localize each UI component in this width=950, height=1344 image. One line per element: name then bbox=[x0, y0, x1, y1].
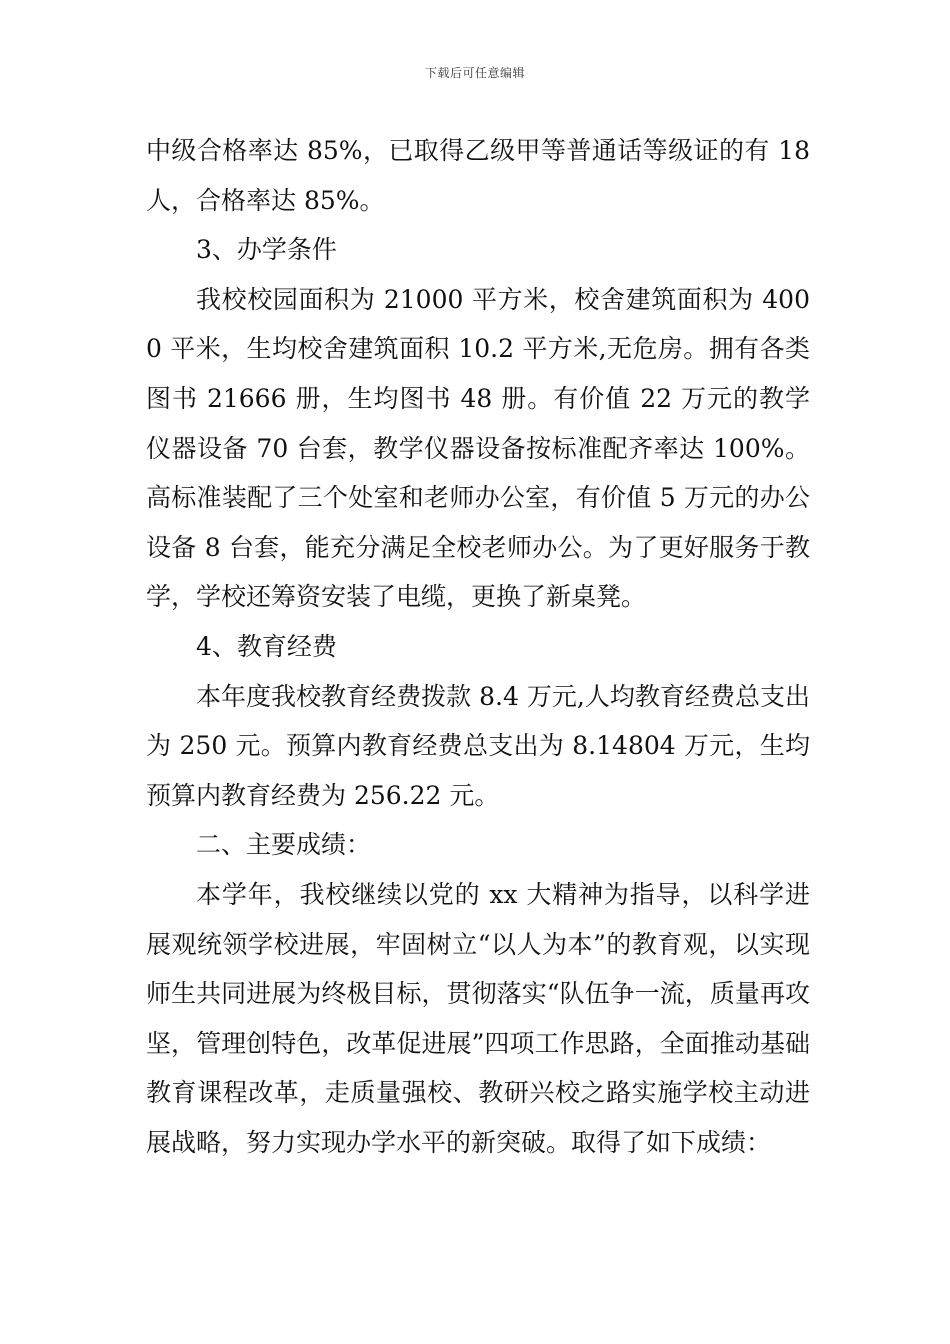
section-heading-education-funds: 4、教育经费 bbox=[196, 631, 337, 661]
section-heading-main-achievements: 二、主要成绩： bbox=[196, 830, 372, 860]
document-body bbox=[146, 126, 810, 1167]
paragraph-1: 中级合格率达 85%，已取得乙级甲等普通话等级证的有 18 人，合格率达 85%。 bbox=[146, 136, 810, 215]
paragraph-education-funds: 本年度我校教育经费拨款 8.4 万元,人均教育经费总支出为 250 元。预算内教育经费总支出为 8.14804 万元，生均预算内教育经费为 256.22 元。 bbox=[146, 681, 810, 810]
section-heading-school-conditions: 3、办学条件 bbox=[196, 235, 337, 265]
page-header-note: 下载后可任意编辑 bbox=[424, 66, 525, 80]
paragraph-main-achievements: 本学年，我校继续以党的 xx 大精神为指导，以科学进展观统领学校进展，牢固树立“以人为本”的教育观，以实现师生共同进展为终极目标，贯彻落实“队伍争一流，质量再攻坚，管理创特色，改革促进展”四项工作思路，全面推动基础教育课程改革，走质量强校、教研兴校之路实施学校主动进展战略，努力实现办学水平的新突破。取得了如下成绩： bbox=[146, 879, 810, 1157]
paragraph-school-conditions: 我校校园面积为 21000 平方米，校舍建筑面积为 4000 平米，生均校舍建筑面积 10.2 平方米,无危房。拥有各类图书 21666 册，生均图书 48 册。有价值 22 万元的教学仪器设备 70 台套，教学仪器设备按标准配齐率达 100%。高标准装配了三个处室和老师办公室，有价值 5 万元的办公设备 8 台套，能充分满足全校老师办公。为了更好服务于教学，学校还筹资安装了电缆，更换了新桌凳。 bbox=[146, 284, 810, 612]
